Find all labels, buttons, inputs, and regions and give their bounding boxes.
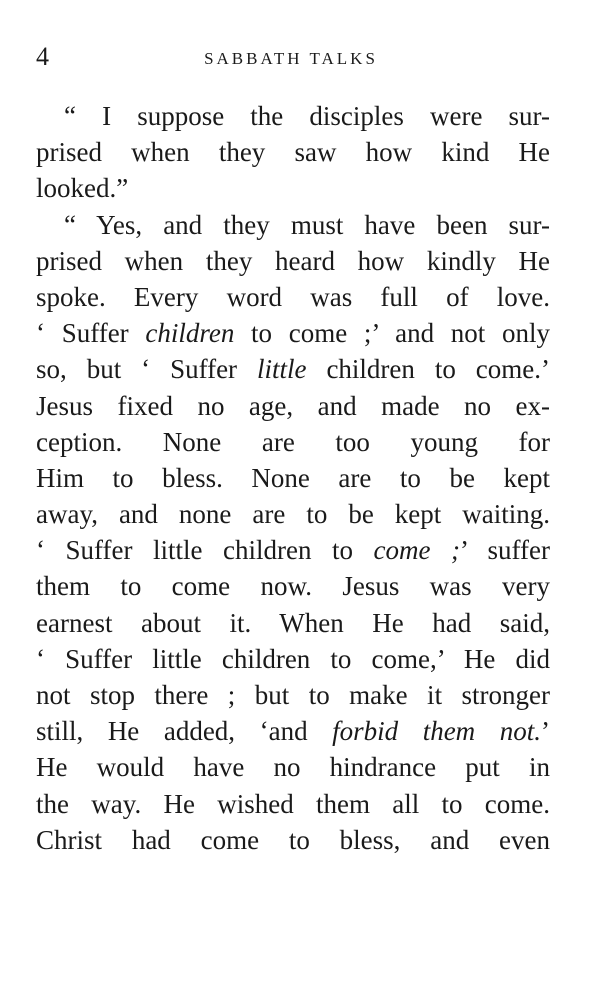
text-line: so, but ‘ Suffer little children to come.’ — [36, 354, 550, 385]
text-line: He would have no hindrance put in — [36, 752, 550, 783]
text-line: Him to bless. None are to be kept — [36, 462, 550, 493]
text-line: spoke. Every word was full of love. — [36, 281, 550, 312]
page-header — [36, 40, 546, 74]
body-text — [36, 98, 550, 858]
text-line: Jesus fixed no age, and made no ex- — [36, 390, 550, 421]
text-line: them to come now. Jesus was very — [36, 571, 550, 602]
text-line: ‘ Suffer little children to come,’ He did — [36, 643, 550, 674]
text-line: still, He added, ‘and forbid them not.’ — [36, 716, 550, 747]
running-head: SABBATH TALKS — [204, 49, 378, 68]
text-line: the way. He wished them all to come. — [36, 788, 550, 819]
text-line: ‘ Suffer little children to come ;’ suffer — [36, 535, 550, 566]
text-line: Christ had come to bless, and even — [36, 824, 550, 855]
text-line: ception. None are too young for — [36, 426, 550, 457]
text-line: not stop there ; but to make it stronger — [36, 680, 550, 710]
text-line: earnest about it. When He had said, — [36, 607, 550, 638]
page-number: 4 — [36, 42, 49, 71]
text-line: “ Yes, and they must have been sur- — [64, 209, 550, 240]
text-line: looked.” — [36, 173, 129, 204]
text-line: ‘ Suffer children to come ;’ and not only — [36, 318, 550, 349]
text-line: prised when they heard how kindly He — [36, 245, 550, 276]
text-line: “ I suppose the disciples were sur- — [64, 101, 550, 131]
text-line: away, and none are to be kept waiting. — [36, 499, 550, 530]
text-line: prised when they saw how kind He — [36, 137, 550, 168]
